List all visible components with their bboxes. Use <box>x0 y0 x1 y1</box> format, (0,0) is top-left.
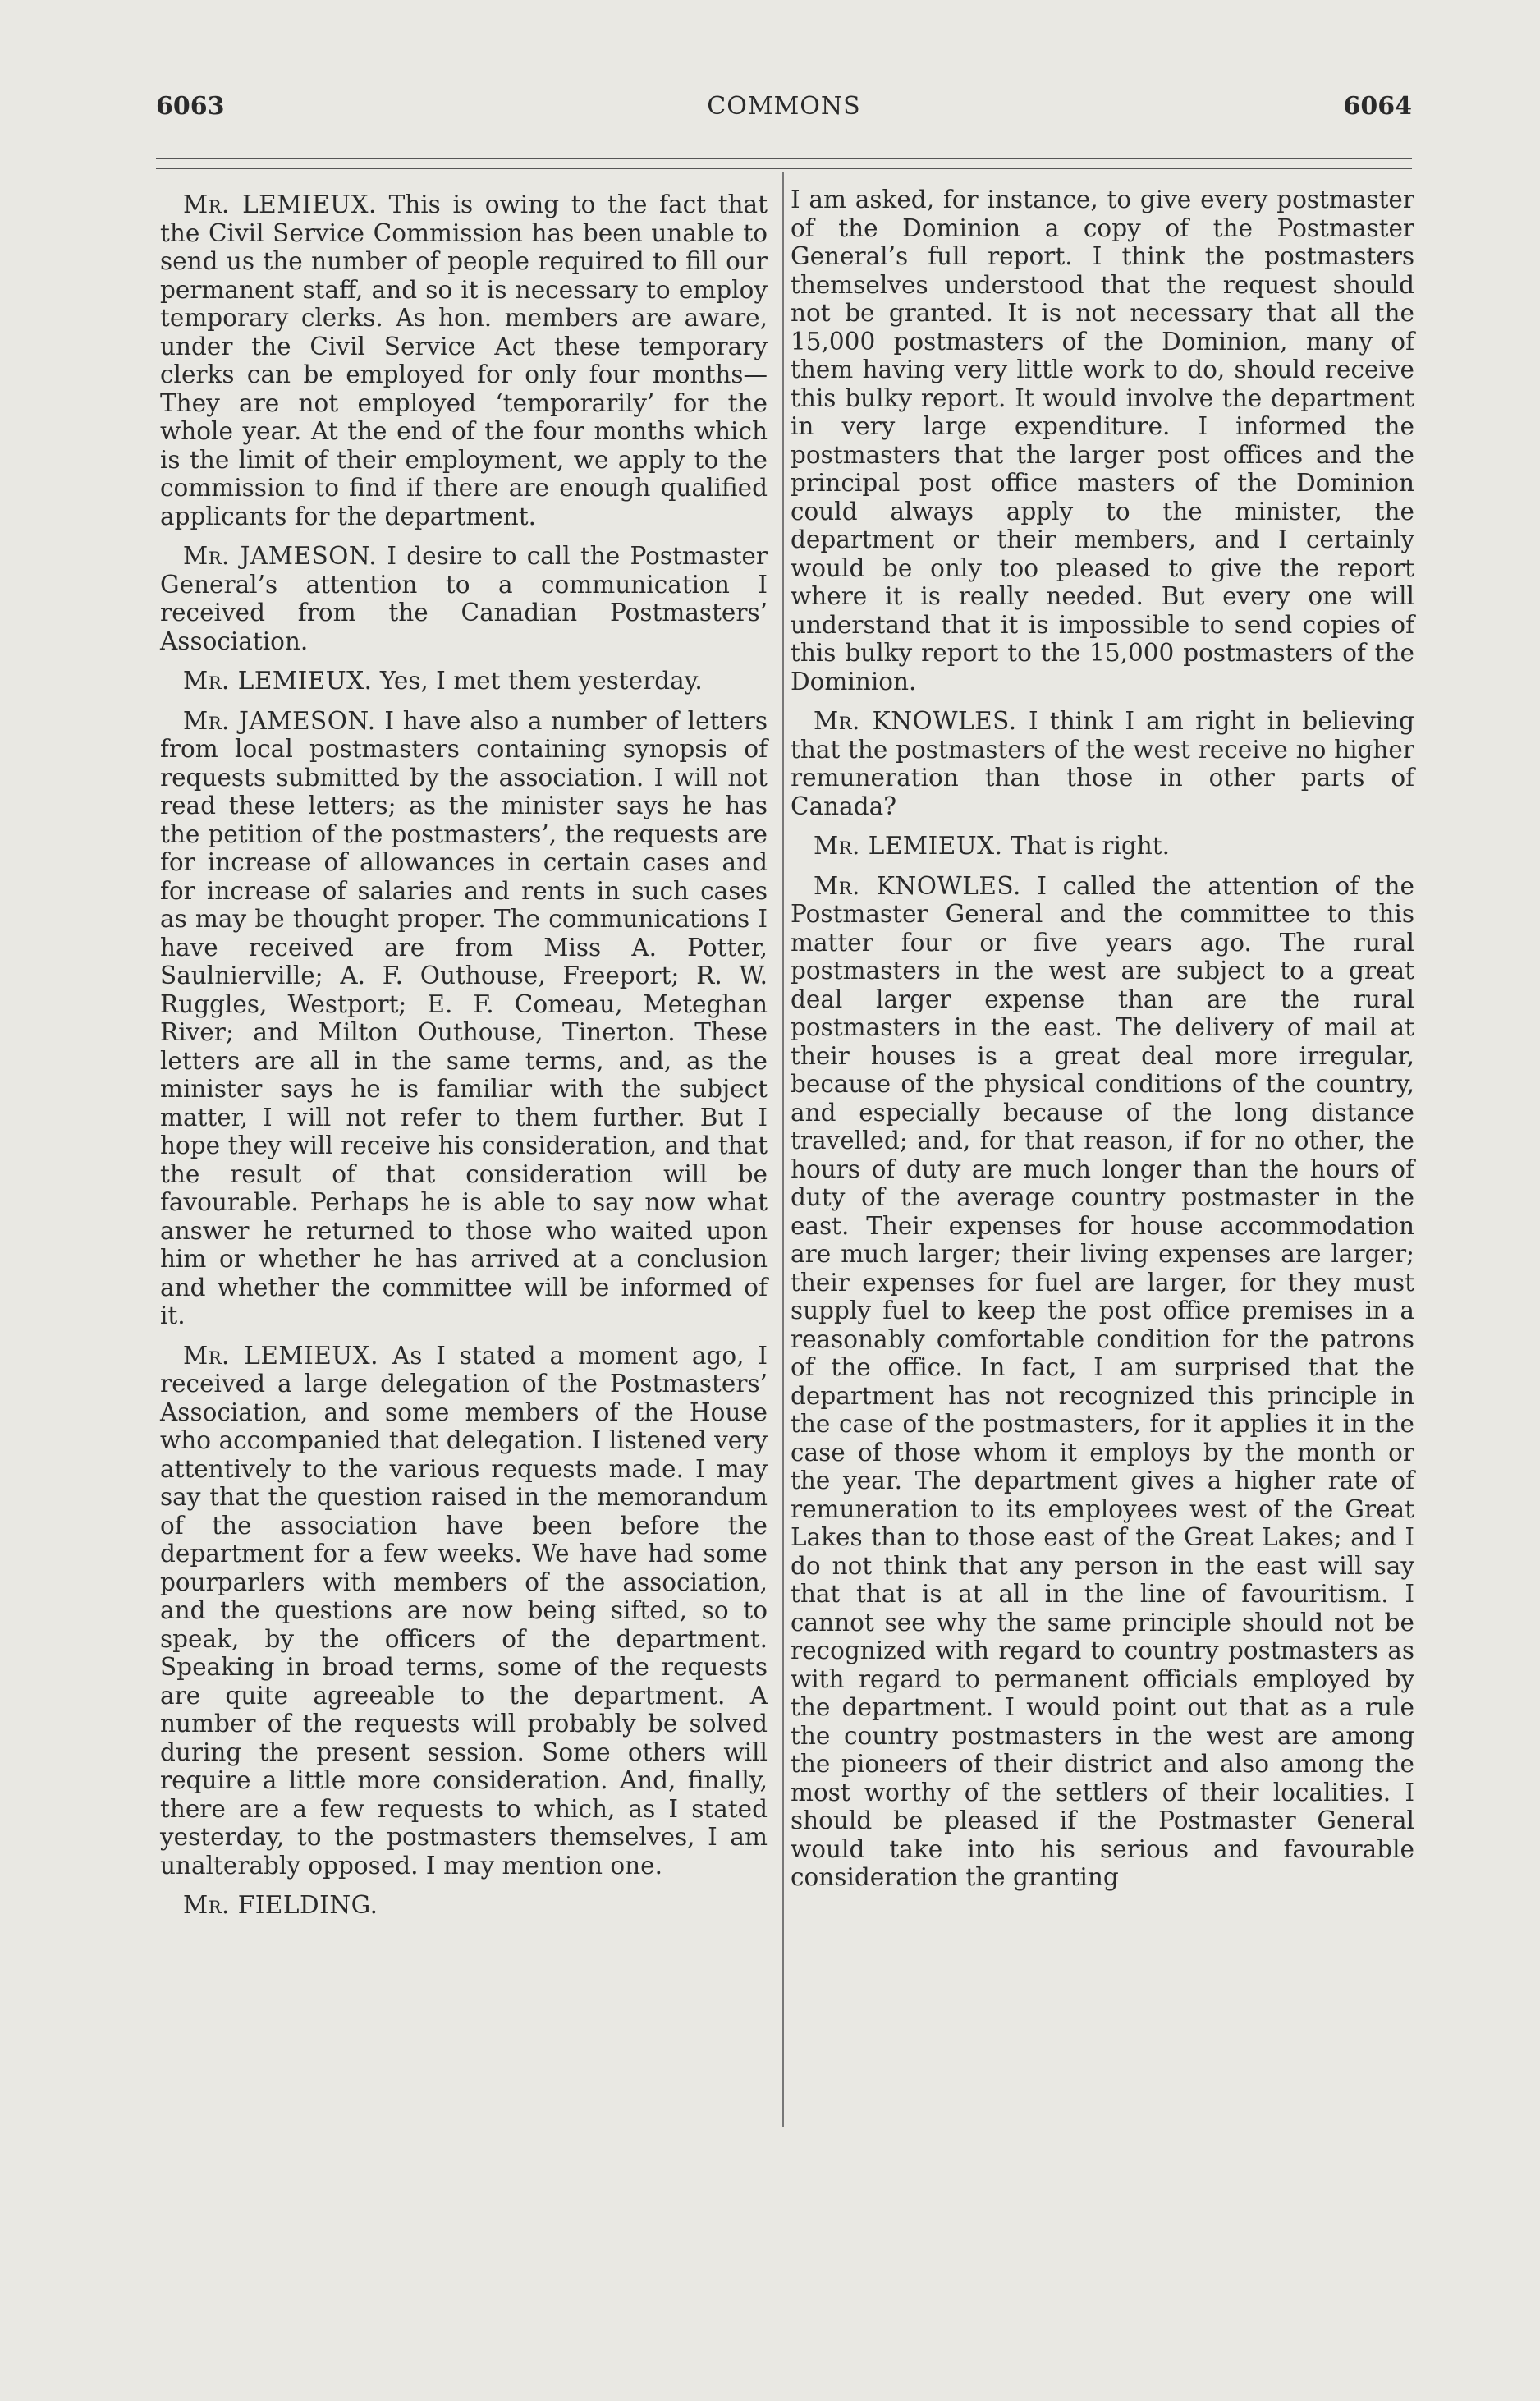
left-column <box>160 191 768 1931</box>
paragraph <box>160 1342 768 1880</box>
paragraph <box>160 191 768 530</box>
speaker-name: Mr. KNOWLES. <box>814 707 1017 735</box>
paragraph-text: This is owing to the fact that the Civil Service Commission has been unable to send us the number of people required to fill our permanent staff, and so it is necessary to employ temporary clerks. As hon. members are aware, under the Civil Service Act these temporary clerks can be employed for only four months— They are not employed ‘temporarily’ for the whole year. At the end of the four months which is the limit of their employment, we apply to the commission to find if there are enough qualified applicants for the department. <box>160 191 768 530</box>
paragraph-text: I have also a number of letters from local postmasters containing synopsis of requests submitted by the association. I will not read these letters; as the minister says he has the petition of the postmasters’, the requests are for increase of allowances in certain cases and for increase of salaries and rents in such cases as may be thought proper. The communications I have received are from Miss A. Potter, Saulnierville; A. F. Outhouse, Freeport; R. W. Ruggles, Westport; E. F. Comeau, Meteghan River; and Milton Outhouse, Tinerton. These letters are all in the same terms, and, as the minister says he is familiar with the subject matter, I will not refer to them further. But I hope they will receive his consideration, and that the result of that consideration will be favourable. Perhaps he is able to say now what answer he returned to those who waited upon him or whether he has arrived at a conclusion and whether the committee will be informed of it. <box>160 706 768 1329</box>
page-header <box>156 92 1412 133</box>
paragraph <box>160 667 768 696</box>
paragraph-text: That is right. <box>1010 832 1171 860</box>
speaker-name: Mr. JAMESON. <box>183 706 376 735</box>
paragraph <box>160 707 768 1330</box>
speaker-signoff: Mr. FIELDING. <box>183 1891 378 1919</box>
header-rule-top <box>156 158 1412 159</box>
paragraph-text: I called the attention of the Postmaster General and the committee to this matter four or five years ago. The rural postmasters in the west are subject to a great deal larger expense than are the rural postmasters in the east. The delivery of mail at their houses is a great deal more irregular, because of the physical conditions of the country, and especially because of the long distance travelled; and, for that reason, if for no other, the hours of duty are much longer than the hours of duty of the average country postmaster in the east. Their expenses for house accommodation are much larger; their living expenses are larger; their expenses for fuel are larger, for they must supply fuel to keep the post office premises in a reasonably comfortable condition for the patrons of the office. In fact, I am surprised that the department has not recognized this principle in the case of the postmasters, for it applies it in the case of those whom it employs by the month or the year. The department gives a higher rate of remuneration to its employees west of the Great Lakes than to those east of the Great Lakes; and I do not think that any person in the east will say that that is at all in the line of favouritism. I cannot see why the same principle should not be recognized with regard to country postmasters as with regard to permanent officials employed by the department. I would point out that as a rule the country postmasters in the west are among the pioneers of their district and also among the most worthy of the settlers of their localities. I should be pleased if the Postmaster General would take into his serious and favourable consideration the granting <box>791 871 1414 1891</box>
speaker-name: Mr. KNOWLES. <box>814 871 1021 900</box>
speaker-name: Mr. JAMESON. <box>183 542 378 570</box>
speaker-name: Mr. LEMIEUX. <box>183 191 377 218</box>
speaker-name: Mr. LEMIEUX. <box>183 667 373 695</box>
paragraph-text: I think I am right in believing that the postmasters of the west receive no higher remuneration than those in other parts of Canada? <box>791 707 1414 820</box>
page-number-right: 6064 <box>1343 92 1412 121</box>
paragraph-text: Yes, I met them yesterday. <box>379 667 703 695</box>
paragraph-text: I am asked, for instance, to give every postmaster of the Dominion a copy of the Postmaster General’s full report. I think the postmasters themselves understood that the request should not be granted. It is not necessary that all the 15,000 postmasters of the Dominion, many of them having very little work to do, should receive this bulky report. It would involve the department in very large expenditure. I informed the postmasters that the larger post offices and the principal post office masters of the Dominion could always apply to the minister, the department or their members, and I certainly would be only too pleased to give the report where it is really needed. But every one will understand that it is impossible to send copies of this bulky report to the 15,000 postmasters of the Dominion. <box>791 186 1414 696</box>
paragraph <box>791 186 1414 696</box>
column-divider <box>782 172 784 2127</box>
paragraph <box>791 832 1414 861</box>
right-column <box>791 186 1414 1903</box>
speaker-name: Mr. LEMIEUX. <box>814 832 1003 860</box>
speaker-name: Mr. LEMIEUX. <box>183 1341 379 1370</box>
page-number-left: 6063 <box>156 92 225 121</box>
paragraph-text: I desire to call the Postmaster General’s attention to a communication I received from the Canadian Postmasters’ Association. <box>160 542 768 655</box>
paragraph-text: As I stated a moment ago, I received a large delegation of the Postmasters’ Association, and some members of the House who accompanied that delegation. I listened very attentively to the various requests made. I may say that the question raised in the memorandum of the association have been before the department for a few weeks. We have had some pourparlers with members of the association, and the questions are now being sifted, so to speak, by the officers of the department. Speaking in broad terms, some of the requests are quite agreeable to the department. A number of the requests will probably be solved during the present session. Some others will require a little more consideration. And, finally, there are a few requests to which, as I stated yesterday, to the postmasters themselves, I am unalterably opposed. I may mention one. <box>160 1341 768 1880</box>
paragraph <box>791 872 1414 1892</box>
page-title: COMMONS <box>707 92 861 121</box>
header-rule-bottom <box>156 168 1412 169</box>
paragraph <box>160 542 768 655</box>
paragraph <box>791 707 1414 820</box>
